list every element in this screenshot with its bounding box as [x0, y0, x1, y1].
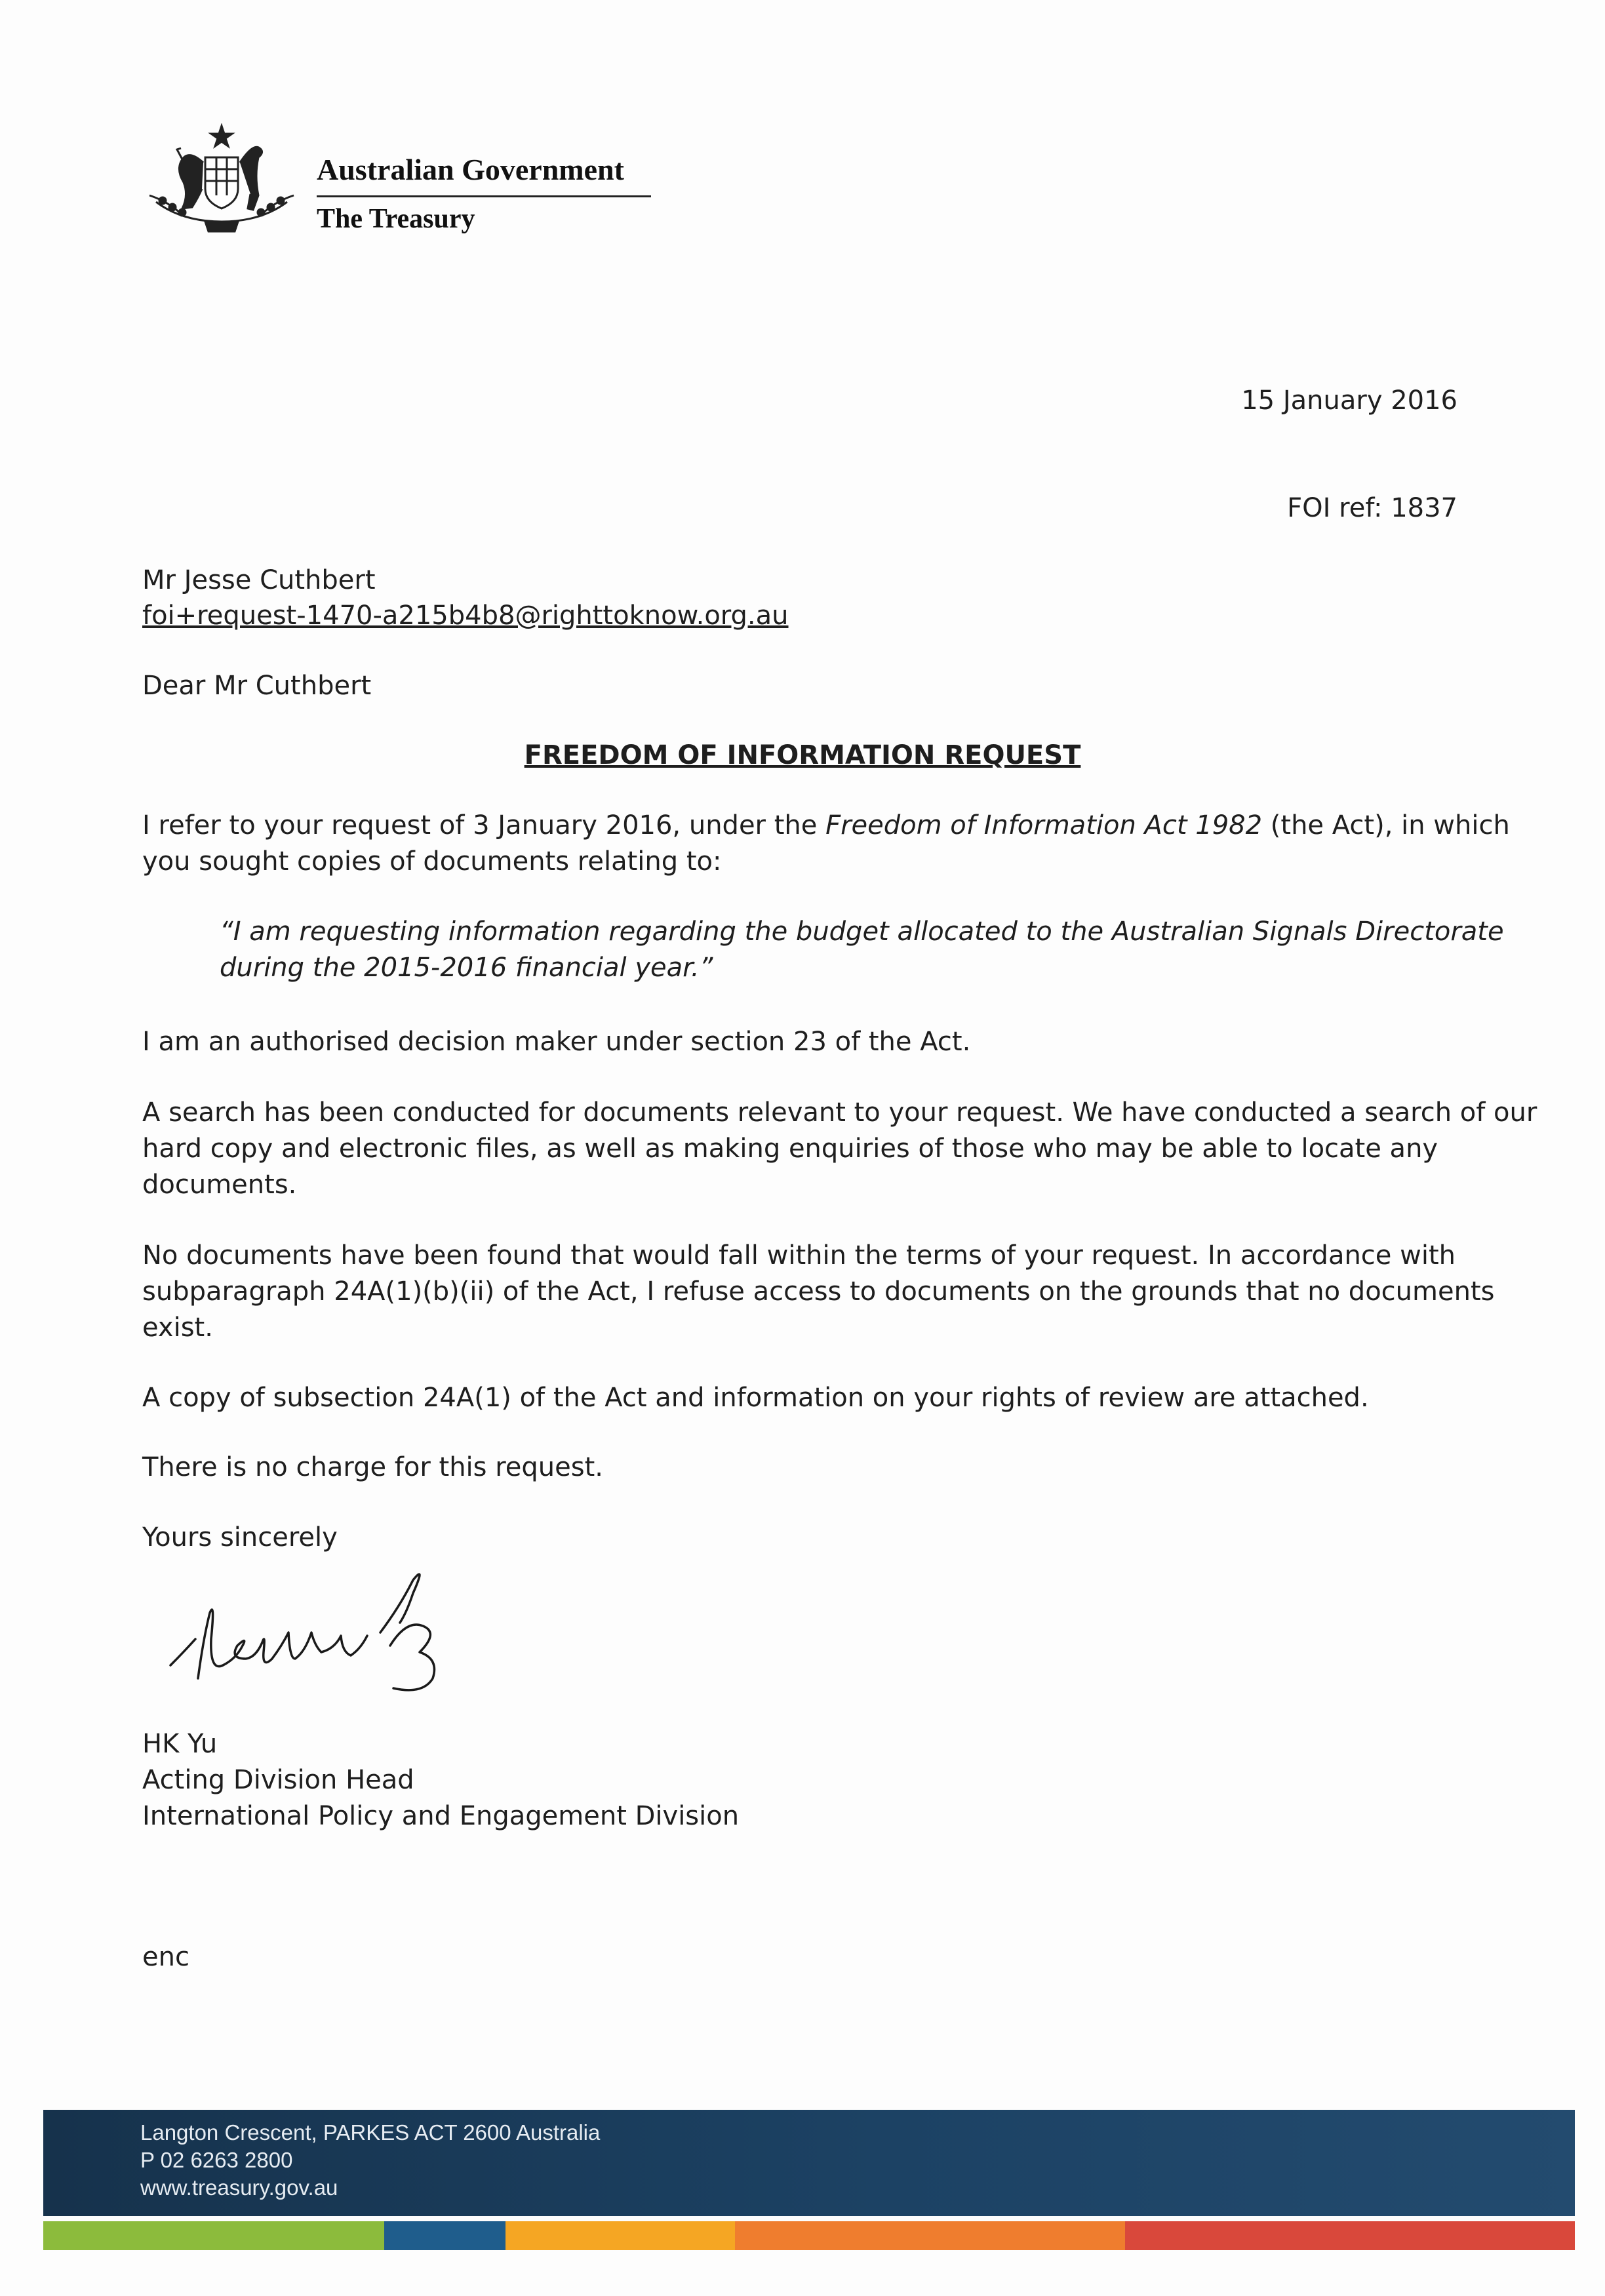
footer-phone: P 02 6263 2800 [140, 2148, 293, 2172]
paragraph-review-rights: A copy of subsection 24A(1) of the Act and information on your rights of review are attached. [142, 1383, 1369, 1413]
department-name: The Treasury [317, 204, 475, 234]
footer-address: Langton Crescent, PARKES ACT 2600 Australia [140, 2120, 601, 2145]
letter-date: 15 January 2016 [1241, 386, 1457, 416]
signatory-division: International Policy and Engagement Division [142, 1801, 740, 1831]
act-title: Freedom of Information Act 1982 [825, 810, 1263, 841]
footer-stripe-blue [384, 2221, 505, 2250]
paragraph-decision-line-3: exist. [142, 1313, 213, 1343]
request-quote-line-1: “I am requesting information regarding the budget allocated to the Australian Signals Directorate [220, 917, 1504, 947]
signatory-name: HK Yu [142, 1729, 218, 1759]
government-name: Australian Government [317, 153, 624, 186]
closing: Yours sincerely [142, 1522, 338, 1553]
salutation: Dear Mr Cuthbert [142, 671, 372, 701]
footer-band [43, 2110, 1575, 2216]
footer-stripe-orange [735, 2221, 1125, 2250]
paragraph-request-line-1 [142, 808, 1510, 844]
paragraph-decision-line-2: subparagraph 24A(1)(b)(ii) of the Act, I refuse access to documents on the grounds that no documents [142, 1277, 1495, 1307]
enclosure-note: enc [142, 1942, 189, 1972]
foi-reference: FOI ref: 1837 [1287, 493, 1457, 523]
paragraph-search-line-2: hard copy and electronic files, as well as making enquiries of those who may be able to locate any [142, 1134, 1438, 1164]
letter-heading: FREEDOM OF INFORMATION REQUEST [524, 740, 1081, 770]
handwritten-signature [164, 1560, 492, 1701]
paragraph-decision-maker: I am an authorised decision maker under section 23 of the Act. [142, 1027, 971, 1057]
footer-stripe-red [1125, 2221, 1575, 2250]
paragraph-request-text-a: I refer to your request of 3 January 2016, under the [142, 810, 826, 841]
request-quote-line-2: during the 2015-2016 financial year.” [220, 953, 713, 983]
paragraph-request-text-b: (the Act), in which [1262, 810, 1510, 841]
signatory-title: Acting Division Head [142, 1765, 414, 1795]
letterhead-divider [317, 195, 651, 197]
footer-website[interactable]: www.treasury.gov.au [140, 2175, 338, 2200]
footer-stripe-yellow [505, 2221, 735, 2250]
recipient-email-link[interactable]: foi+request-1470-a215b4b8@righttoknow.org.au [142, 601, 789, 631]
footer-stripe-green [43, 2221, 384, 2250]
paragraph-decision-line-1: No documents have been found that would fall within the terms of your request. In accordance with [142, 1240, 1456, 1271]
paragraph-search-line-1: A search has been conducted for documents relevant to your request. We have conducted a search of our [142, 1098, 1537, 1128]
paragraph-search-line-3: documents. [142, 1170, 297, 1200]
paragraph-no-charge: There is no charge for this request. [142, 1452, 603, 1482]
coat-of-arms-logo [143, 123, 300, 240]
recipient-name: Mr Jesse Cuthbert [142, 565, 376, 595]
paragraph-request-line-2: you sought copies of documents relating to: [142, 846, 722, 877]
